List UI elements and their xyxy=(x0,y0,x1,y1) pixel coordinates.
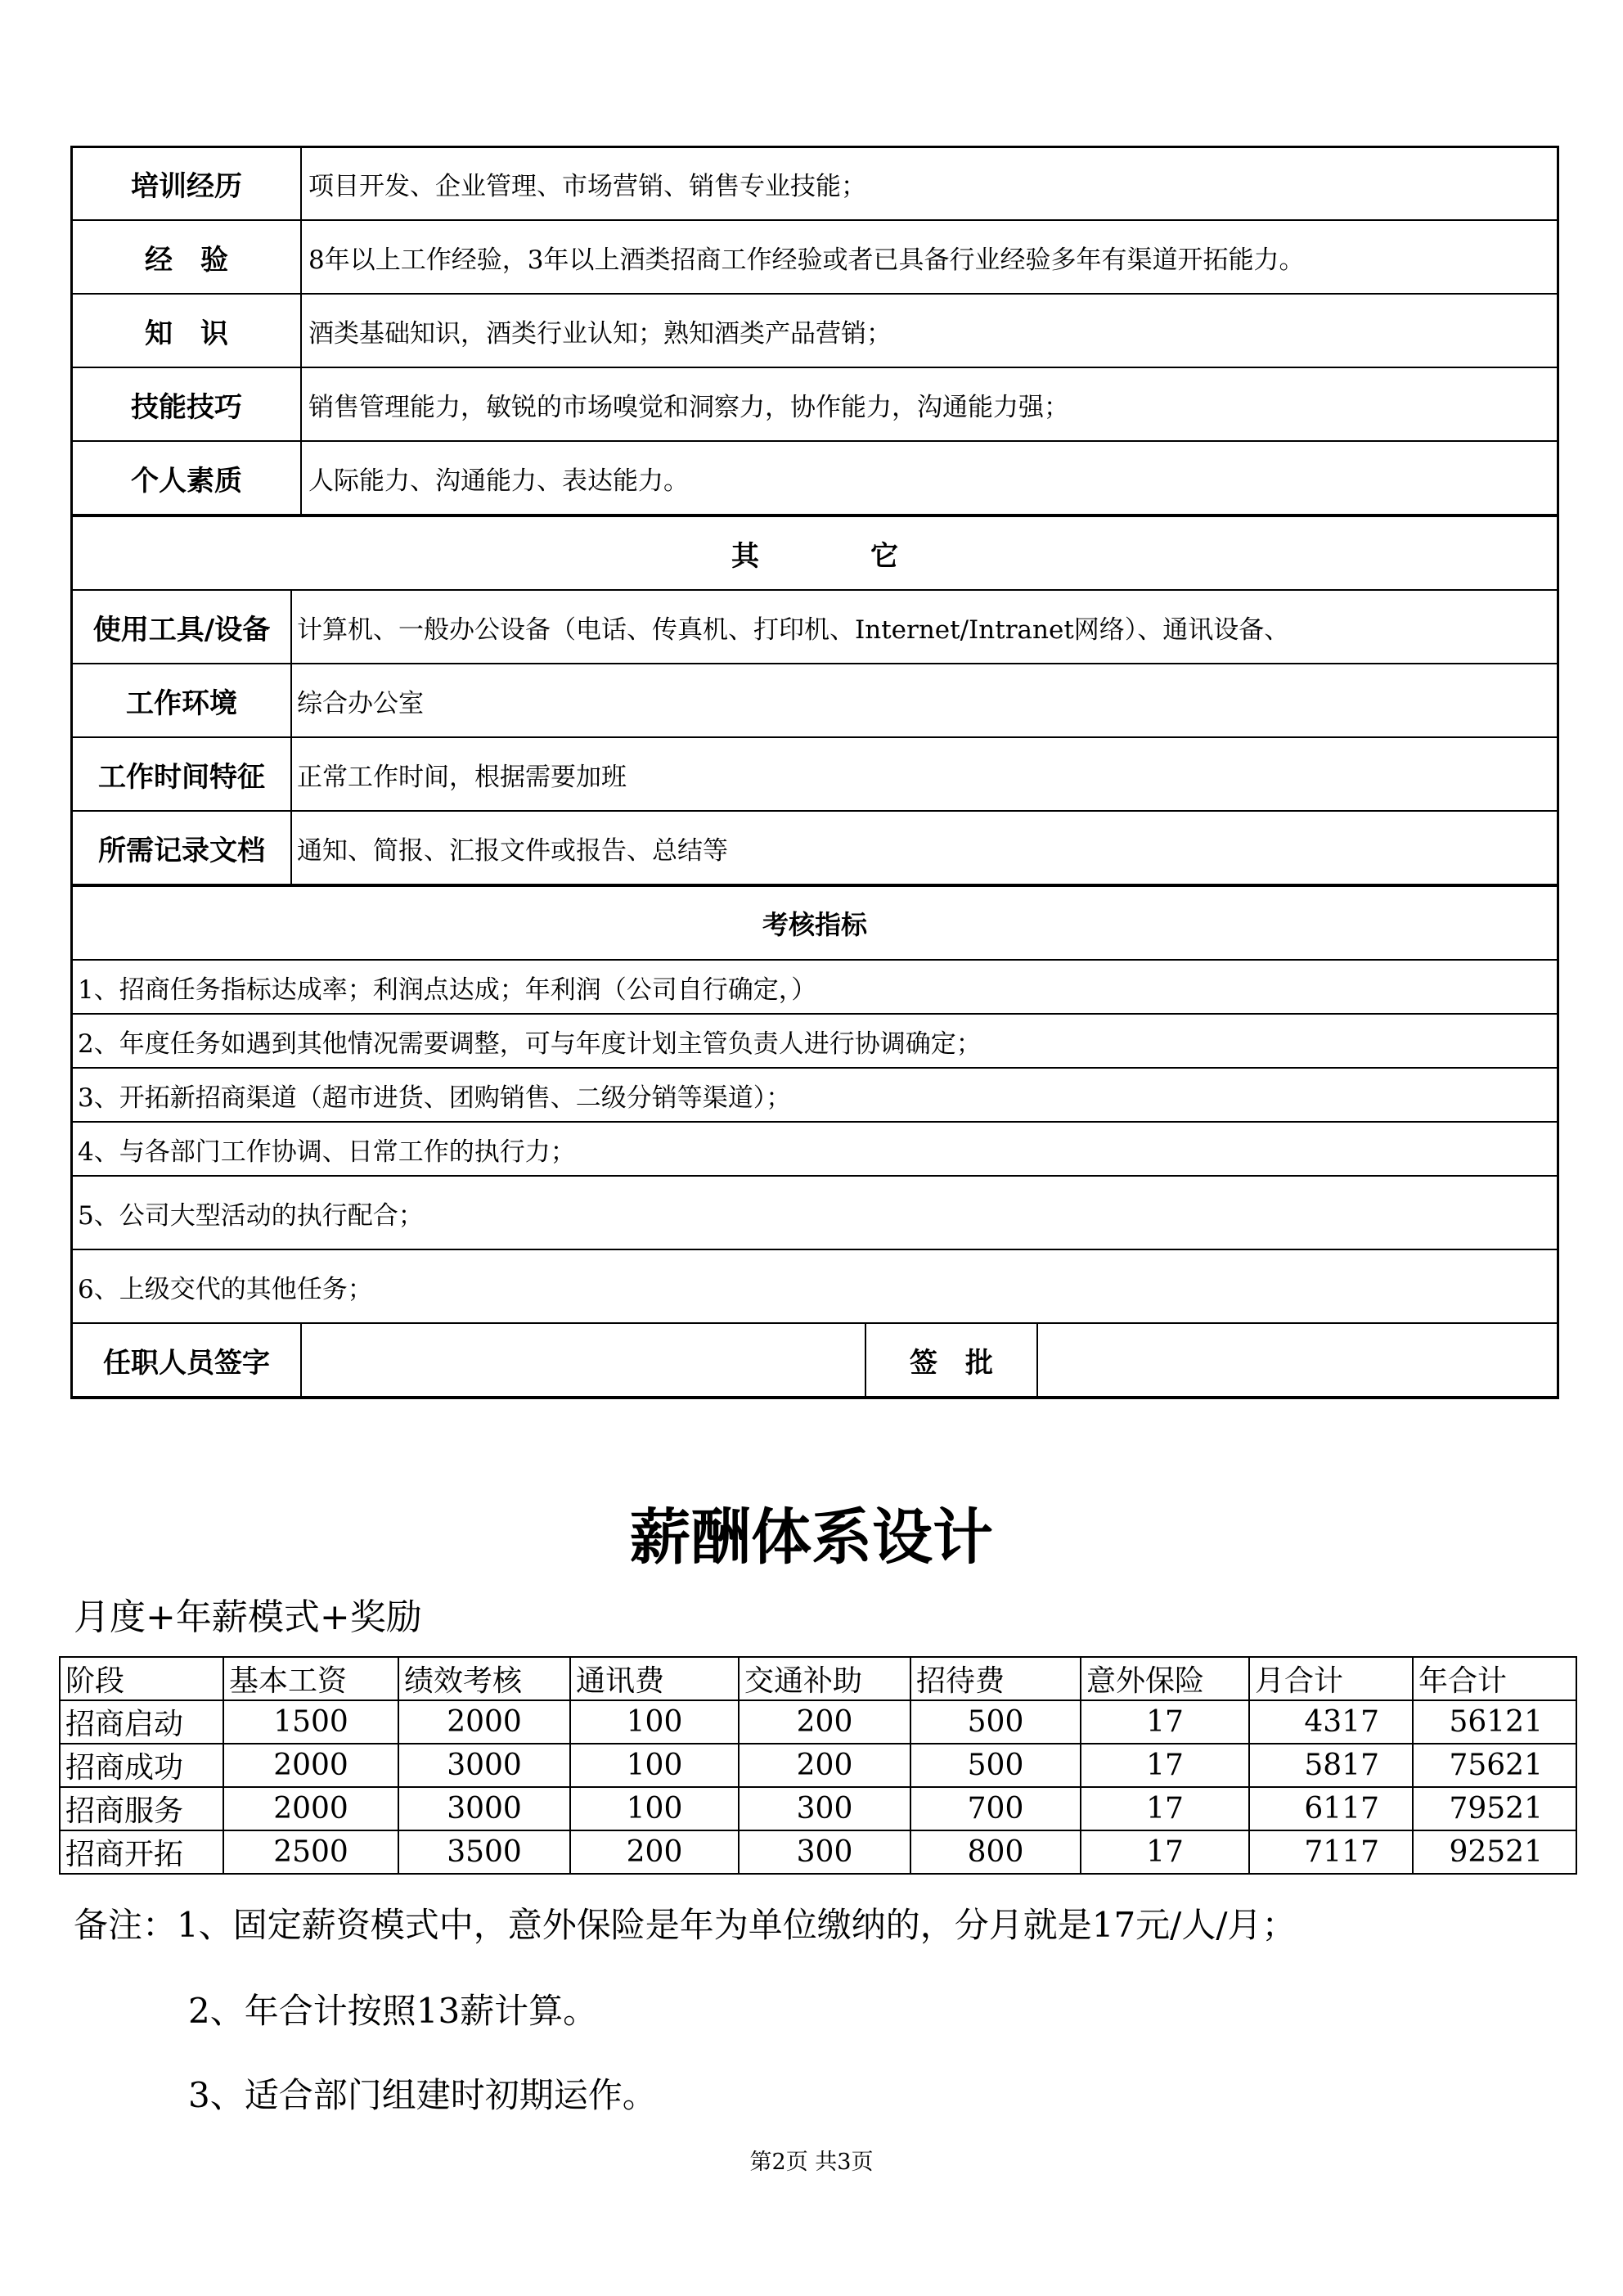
table-cell: 100 xyxy=(570,1744,739,1787)
kpi-item xyxy=(70,1250,1559,1324)
column-header: 月合计 xyxy=(1249,1657,1413,1700)
table-cell: 79521 xyxy=(1413,1787,1576,1830)
kpi-item-text: 4、与各部门工作协调、日常工作的执行力； xyxy=(78,1137,576,1167)
kpi-item xyxy=(70,1069,1559,1123)
form-row-documents xyxy=(70,812,1559,887)
row-label: 知 识 xyxy=(145,317,228,350)
table-cell: 2000 xyxy=(398,1700,570,1744)
table-cell: 17 xyxy=(1081,1700,1249,1744)
stage-cell: 招商成功 xyxy=(60,1744,223,1787)
form-row-personal-quality xyxy=(70,442,1559,517)
table-cell: 2500 xyxy=(223,1830,398,1874)
salary-subtitle: 月度+年薪模式+奖励 xyxy=(74,1596,422,1638)
form-row-training xyxy=(70,146,1559,221)
kpi-item-text: 1、招商任务指标达成率；利润点达成；年利润（公司自行确定，） xyxy=(78,975,817,1005)
table-cell: 1500 xyxy=(223,1700,398,1744)
row-value: 综合办公室 xyxy=(297,688,424,718)
table-row xyxy=(60,1830,1576,1874)
table-cell: 300 xyxy=(739,1787,910,1830)
column-header: 招待费 xyxy=(910,1657,1081,1700)
table-cell: 500 xyxy=(910,1744,1081,1787)
table-cell: 300 xyxy=(739,1830,910,1874)
salary-table xyxy=(59,1656,1577,1875)
form-row-work-time xyxy=(70,738,1559,812)
column-header: 阶段 xyxy=(60,1657,223,1700)
table-row xyxy=(60,1787,1576,1830)
salary-title: 薪酬体系设计 xyxy=(630,1502,993,1573)
row-value: 通知、简报、汇报文件或报告、总结等 xyxy=(297,835,728,866)
table-row xyxy=(60,1700,1576,1744)
kpi-item-text: 3、开拓新招商渠道（超市进货、团购销售、二级分销等渠道）； xyxy=(78,1083,792,1113)
row-value: 正常工作时间，根据需要加班 xyxy=(297,762,627,792)
table-cell: 6117 xyxy=(1249,1787,1413,1830)
stage-cell: 招商开拓 xyxy=(60,1830,223,1874)
form-row-knowledge xyxy=(70,295,1559,368)
kpi-item-text: 6、上级交代的其他任务； xyxy=(78,1274,373,1304)
approve-signature-field[interactable] xyxy=(1038,1324,1557,1396)
table-cell: 7117 xyxy=(1249,1830,1413,1874)
column-header: 年合计 xyxy=(1413,1657,1576,1700)
table-cell: 200 xyxy=(570,1830,739,1874)
form-row-environment xyxy=(70,664,1559,738)
kpi-item xyxy=(70,1177,1559,1250)
note-line: 2、年合计按照13薪计算。 xyxy=(188,1991,598,2031)
table-cell: 200 xyxy=(739,1744,910,1787)
column-header: 交通补助 xyxy=(739,1657,910,1700)
form-row-experience xyxy=(70,221,1559,295)
note-line: 3、适合部门组建时初期运作。 xyxy=(188,2075,657,2115)
kpi-item xyxy=(70,961,1559,1015)
table-row xyxy=(60,1744,1576,1787)
salary-table-header xyxy=(60,1657,1576,1700)
table-cell: 17 xyxy=(1081,1787,1249,1830)
row-label: 培训经历 xyxy=(131,170,242,203)
table-cell: 700 xyxy=(910,1787,1081,1830)
row-label: 工作环境 xyxy=(126,687,237,720)
table-cell: 800 xyxy=(910,1830,1081,1874)
table-cell: 3000 xyxy=(398,1787,570,1830)
row-label: 个人素质 xyxy=(131,464,242,497)
holder-signature-field[interactable] xyxy=(302,1324,865,1396)
table-cell: 200 xyxy=(739,1700,910,1744)
note-line: 备注：1、固定薪资模式中，意外保险是年为单位缴纳的，分月就是17元/人/月； xyxy=(74,1905,1297,1945)
approve-label: 签 批 xyxy=(910,1346,993,1380)
table-cell: 56121 xyxy=(1413,1700,1576,1744)
kpi-item-text: 5、公司大型活动的执行配合； xyxy=(78,1200,424,1231)
other-section-heading: 其 它 xyxy=(731,539,898,573)
row-value: 销售管理能力，敏锐的市场嗅觉和洞察力，协作能力，沟通能力强； xyxy=(308,392,1069,422)
row-value: 计算机、一般办公设备（电话、传真机、打印机、Internet/Intranet网络）、通讯设备、 xyxy=(297,615,1290,645)
row-value: 项目开发、企业管理、市场营销、销售专业技能； xyxy=(308,172,866,201)
job-description-form xyxy=(70,146,1559,1398)
table-cell: 92521 xyxy=(1413,1830,1576,1874)
row-value: 8年以上工作经验，3年以上酒类招商工作经验或者已具备行业经验多年有渠道开拓能力。 xyxy=(308,245,1305,275)
holder-signature-label: 任职人员签字 xyxy=(103,1346,270,1380)
table-cell: 17 xyxy=(1081,1744,1249,1787)
row-label: 经 验 xyxy=(145,243,228,277)
table-cell: 2000 xyxy=(223,1744,398,1787)
kpi-item-text: 2、年度任务如遇到其他情况需要调整，可与年度计划主管负责人进行协调确定； xyxy=(78,1029,982,1059)
other-section-heading-row xyxy=(70,517,1559,591)
table-cell: 4317 xyxy=(1249,1700,1413,1744)
table-cell: 3500 xyxy=(398,1830,570,1874)
row-label: 工作时间特征 xyxy=(98,760,265,794)
row-label: 使用工具/设备 xyxy=(92,613,271,646)
table-cell: 75621 xyxy=(1413,1744,1576,1787)
signature-row xyxy=(70,1324,1559,1399)
table-cell: 5817 xyxy=(1249,1744,1413,1787)
row-label: 所需记录文档 xyxy=(98,834,265,867)
column-header: 意外保险 xyxy=(1081,1657,1249,1700)
kpi-section-heading-row xyxy=(70,887,1559,961)
table-cell: 17 xyxy=(1081,1830,1249,1874)
row-value: 酒类基础知识，酒类行业认知；熟知酒类产品营销； xyxy=(308,318,892,349)
kpi-item xyxy=(70,1015,1559,1069)
table-cell: 500 xyxy=(910,1700,1081,1744)
table-cell: 100 xyxy=(570,1700,739,1744)
row-value: 人际能力、沟通能力、表达能力。 xyxy=(308,466,689,496)
table-cell: 100 xyxy=(570,1787,739,1830)
form-row-tools xyxy=(70,591,1559,664)
column-header: 绩效考核 xyxy=(398,1657,570,1700)
form-row-skills xyxy=(70,368,1559,442)
stage-cell: 招商启动 xyxy=(60,1700,223,1744)
table-cell: 2000 xyxy=(223,1787,398,1830)
stage-cell: 招商服务 xyxy=(60,1787,223,1830)
row-label: 技能技巧 xyxy=(131,390,242,424)
kpi-item xyxy=(70,1123,1559,1177)
table-cell: 3000 xyxy=(398,1744,570,1787)
column-header: 通讯费 xyxy=(570,1657,739,1700)
page-footer: 第2页 共3页 xyxy=(749,2150,874,2175)
kpi-section-heading: 考核指标 xyxy=(762,909,867,940)
column-header: 基本工资 xyxy=(223,1657,398,1700)
